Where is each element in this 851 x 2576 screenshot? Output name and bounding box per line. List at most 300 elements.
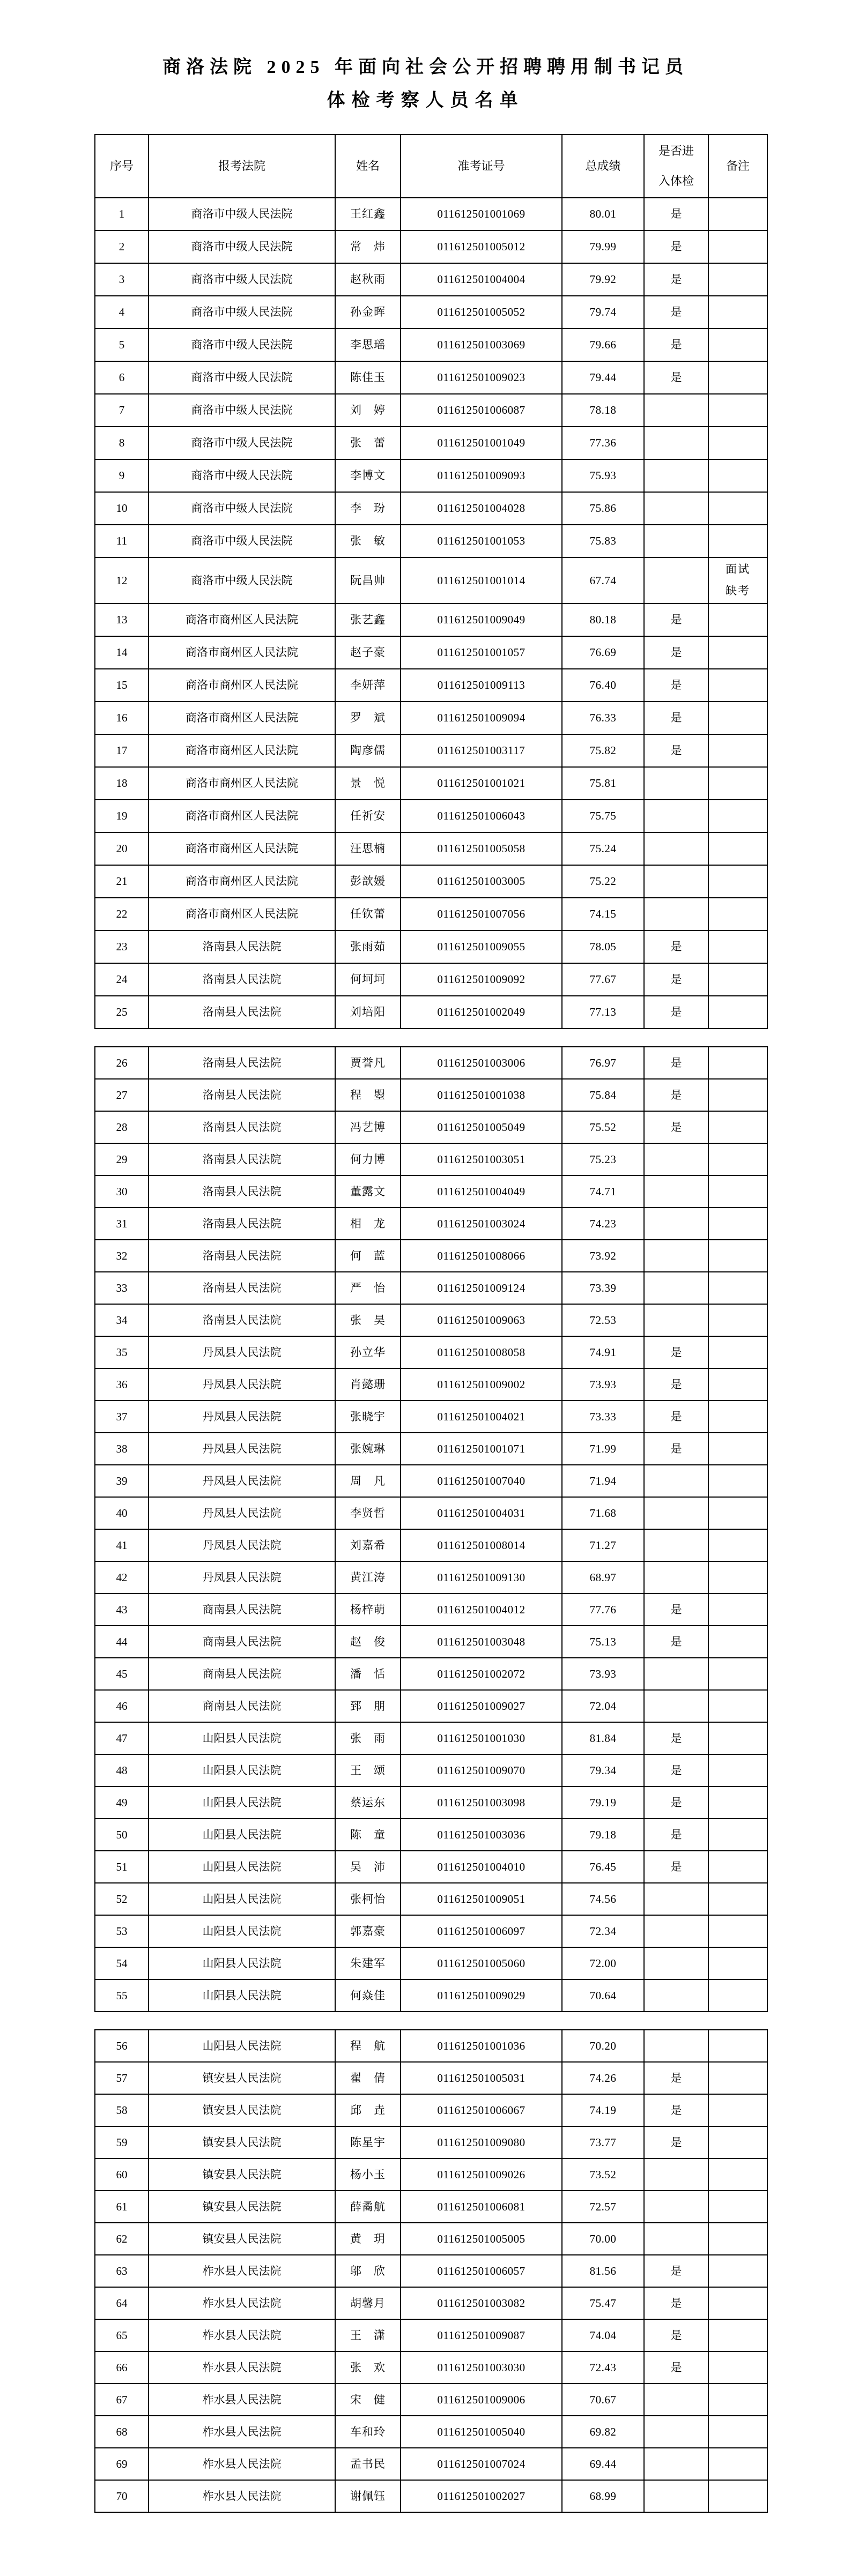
cell-score: 80.18 — [562, 604, 644, 636]
col-header-exam-id: 准考证号 — [401, 135, 562, 198]
cell-index: 69 — [95, 2448, 149, 2480]
cell-pass: 是 — [644, 702, 708, 734]
table-row — [95, 1561, 767, 1594]
cell-court: 商洛市商州区人民法院 — [149, 669, 335, 702]
cell-score: 78.18 — [562, 394, 644, 427]
cell-pass: 是 — [644, 1722, 708, 1754]
cell-index: 29 — [95, 1143, 149, 1175]
cell-pass: 是 — [644, 2351, 708, 2384]
table-row — [95, 1368, 767, 1401]
table-row — [95, 1497, 767, 1529]
cell-name: 程 曌 — [335, 1079, 401, 1111]
cell-exam-id: 011612501009023 — [401, 361, 562, 394]
cell-score: 73.93 — [562, 1368, 644, 1401]
cell-court: 柞水县人民法院 — [149, 2319, 335, 2351]
cell-exam-id: 011612501009029 — [401, 1979, 562, 2012]
cell-name: 吴 沛 — [335, 1851, 401, 1883]
cell-remarks — [708, 604, 767, 636]
cell-index: 48 — [95, 1754, 149, 1786]
table-row — [95, 2223, 767, 2255]
cell-court: 商洛市中级人民法院 — [149, 198, 335, 230]
cell-pass: 是 — [644, 2287, 708, 2319]
cell-index: 68 — [95, 2416, 149, 2448]
table-row — [95, 394, 767, 427]
table-row — [95, 1626, 767, 1658]
cell-exam-id: 011612501009027 — [401, 1690, 562, 1722]
cell-name: 邱 垚 — [335, 2094, 401, 2126]
cell-court: 山阳县人民法院 — [149, 1883, 335, 1915]
cell-index: 20 — [95, 832, 149, 865]
cell-score: 72.34 — [562, 1915, 644, 1947]
cell-remarks — [708, 198, 767, 230]
table-row — [95, 1465, 767, 1497]
cell-pass: 是 — [644, 198, 708, 230]
cell-remarks — [708, 2480, 767, 2512]
cell-court: 丹凤县人民法院 — [149, 1368, 335, 1401]
cell-score: 77.13 — [562, 996, 644, 1029]
cell-name: 王红鑫 — [335, 198, 401, 230]
cell-remarks — [708, 898, 767, 930]
cell-remarks — [708, 734, 767, 767]
cell-remarks — [708, 1754, 767, 1786]
cell-exam-id: 011612501001021 — [401, 767, 562, 800]
cell-pass — [644, 2480, 708, 2512]
cell-score: 72.53 — [562, 1304, 644, 1336]
cell-score: 77.76 — [562, 1594, 644, 1626]
cell-name: 潘 恬 — [335, 1658, 401, 1690]
cell-exam-id: 011612501009049 — [401, 604, 562, 636]
cell-exam-id: 011612501005058 — [401, 832, 562, 865]
cell-index: 14 — [95, 636, 149, 669]
table-row — [95, 1722, 767, 1754]
cell-index: 1 — [95, 198, 149, 230]
cell-index: 9 — [95, 459, 149, 492]
cell-exam-id: 011612501004021 — [401, 1401, 562, 1433]
cell-remarks — [708, 2351, 767, 2384]
cell-score: 79.44 — [562, 361, 644, 394]
cell-pass — [644, 1947, 708, 1979]
table-row — [95, 702, 767, 734]
cell-exam-id: 011612501009093 — [401, 459, 562, 492]
cell-pass — [644, 2416, 708, 2448]
cell-index: 26 — [95, 1047, 149, 1079]
table-row — [95, 898, 767, 930]
table-row — [95, 198, 767, 230]
cell-index: 7 — [95, 394, 149, 427]
cell-pass: 是 — [644, 604, 708, 636]
cell-court: 商洛市商州区人民法院 — [149, 832, 335, 865]
cell-remarks — [708, 2384, 767, 2416]
cell-pass — [644, 1208, 708, 1240]
cell-remarks — [708, 1143, 767, 1175]
col-header-name: 姓名 — [335, 135, 401, 198]
cell-exam-id: 011612501001069 — [401, 198, 562, 230]
cell-remarks — [708, 1401, 767, 1433]
cell-pass: 是 — [644, 1336, 708, 1368]
cell-name: 刘培阳 — [335, 996, 401, 1029]
cell-exam-id: 011612501001038 — [401, 1079, 562, 1111]
cell-court: 洛南县人民法院 — [149, 996, 335, 1029]
cell-exam-id: 011612501009080 — [401, 2126, 562, 2158]
cell-score: 74.26 — [562, 2062, 644, 2094]
cell-court: 丹凤县人民法院 — [149, 1465, 335, 1497]
cell-court: 柞水县人民法院 — [149, 2416, 335, 2448]
cell-index: 35 — [95, 1336, 149, 1368]
cell-index: 6 — [95, 361, 149, 394]
cell-index: 2 — [95, 230, 149, 263]
cell-exam-id: 011612501006043 — [401, 800, 562, 832]
table-row — [95, 604, 767, 636]
cell-pass — [644, 800, 708, 832]
cell-exam-id: 011612501001053 — [401, 525, 562, 557]
cell-score: 70.67 — [562, 2384, 644, 2416]
cell-name: 杨梓萌 — [335, 1594, 401, 1626]
cell-name: 胡馨月 — [335, 2287, 401, 2319]
cell-exam-id: 011612501003069 — [401, 329, 562, 361]
cell-remarks — [708, 2126, 767, 2158]
cell-exam-id: 011612501004012 — [401, 1594, 562, 1626]
cell-court: 柞水县人民法院 — [149, 2351, 335, 2384]
cell-remarks — [708, 1529, 767, 1561]
cell-exam-id: 011612501004049 — [401, 1175, 562, 1208]
cell-court: 商南县人民法院 — [149, 1594, 335, 1626]
cell-index: 59 — [95, 2126, 149, 2158]
cell-score: 72.43 — [562, 2351, 644, 2384]
cell-court: 商洛市商州区人民法院 — [149, 865, 335, 898]
cell-pass — [644, 1240, 708, 1272]
cell-pass: 是 — [644, 1401, 708, 1433]
cell-index: 50 — [95, 1819, 149, 1851]
cell-exam-id: 011612501004031 — [401, 1497, 562, 1529]
cell-score: 79.99 — [562, 230, 644, 263]
cell-name: 严 怡 — [335, 1272, 401, 1304]
cell-remarks — [708, 865, 767, 898]
cell-name: 景 悦 — [335, 767, 401, 800]
cell-remarks — [708, 2223, 767, 2255]
cell-pass — [644, 1143, 708, 1175]
cell-pass: 是 — [644, 296, 708, 329]
table-row — [95, 963, 767, 996]
cell-court: 镇安县人民法院 — [149, 2126, 335, 2158]
cell-pass — [644, 2030, 708, 2062]
cell-pass — [644, 1175, 708, 1208]
cell-pass — [644, 767, 708, 800]
table-row — [95, 1979, 767, 2012]
cell-exam-id: 011612501005049 — [401, 1111, 562, 1143]
cell-index: 43 — [95, 1594, 149, 1626]
cell-remarks — [708, 1079, 767, 1111]
cell-remarks — [708, 702, 767, 734]
cell-exam-id: 011612501006097 — [401, 1915, 562, 1947]
cell-name: 贾誉凡 — [335, 1047, 401, 1079]
cell-exam-id: 011612501009113 — [401, 669, 562, 702]
cell-score: 70.00 — [562, 2223, 644, 2255]
col-header-index: 序号 — [95, 135, 149, 198]
cell-score: 75.13 — [562, 1626, 644, 1658]
cell-index: 27 — [95, 1079, 149, 1111]
cell-score: 75.47 — [562, 2287, 644, 2319]
cell-index: 5 — [95, 329, 149, 361]
cell-score: 75.75 — [562, 800, 644, 832]
table-row — [95, 767, 767, 800]
page-break-gap-1 — [94, 1029, 767, 1046]
cell-court: 镇安县人民法院 — [149, 2094, 335, 2126]
table-row — [95, 1111, 767, 1143]
cell-exam-id: 011612501007040 — [401, 1465, 562, 1497]
cell-index: 40 — [95, 1497, 149, 1529]
cell-remarks — [708, 394, 767, 427]
cell-court: 商洛市中级人民法院 — [149, 394, 335, 427]
cell-name: 赵秋雨 — [335, 263, 401, 296]
cell-name: 董露文 — [335, 1175, 401, 1208]
cell-index: 52 — [95, 1883, 149, 1915]
table-row — [95, 2351, 767, 2384]
cell-court: 商洛市商州区人民法院 — [149, 734, 335, 767]
table-row — [95, 1079, 767, 1111]
cell-court: 商南县人民法院 — [149, 1690, 335, 1722]
cell-remarks — [708, 1915, 767, 1947]
table-row — [95, 1786, 767, 1819]
cell-score: 72.57 — [562, 2191, 644, 2223]
cell-pass — [644, 1304, 708, 1336]
cell-exam-id: 011612501003117 — [401, 734, 562, 767]
cell-court: 商洛市中级人民法院 — [149, 263, 335, 296]
cell-index: 67 — [95, 2384, 149, 2416]
cell-pass — [644, 492, 708, 525]
cell-name: 李 玢 — [335, 492, 401, 525]
cell-remarks — [708, 2416, 767, 2448]
cell-index: 31 — [95, 1208, 149, 1240]
cell-court: 商洛市商州区人民法院 — [149, 767, 335, 800]
cell-court: 商洛市商州区人民法院 — [149, 604, 335, 636]
table-row — [95, 329, 767, 361]
cell-court: 柞水县人民法院 — [149, 2287, 335, 2319]
cell-pass: 是 — [644, 263, 708, 296]
table-row — [95, 865, 767, 898]
cell-remarks — [708, 1497, 767, 1529]
cell-index: 65 — [95, 2319, 149, 2351]
cell-score: 74.71 — [562, 1175, 644, 1208]
cell-score: 80.01 — [562, 198, 644, 230]
cell-score: 76.97 — [562, 1047, 644, 1079]
cell-index: 47 — [95, 1722, 149, 1754]
table-row — [95, 2448, 767, 2480]
table-row — [95, 832, 767, 865]
cell-remarks — [708, 2319, 767, 2351]
cell-name: 杨小玉 — [335, 2158, 401, 2191]
cell-index: 21 — [95, 865, 149, 898]
cell-remarks — [708, 2158, 767, 2191]
cell-court: 丹凤县人民法院 — [149, 1529, 335, 1561]
cell-remarks — [708, 1561, 767, 1594]
cell-exam-id: 011612501003082 — [401, 2287, 562, 2319]
cell-pass: 是 — [644, 230, 708, 263]
cell-index: 4 — [95, 296, 149, 329]
table-row — [95, 296, 767, 329]
cell-score: 74.56 — [562, 1883, 644, 1915]
cell-pass: 是 — [644, 669, 708, 702]
cell-remarks — [708, 1690, 767, 1722]
cell-pass — [644, 832, 708, 865]
cell-pass — [644, 2384, 708, 2416]
table-row — [95, 361, 767, 394]
cell-exam-id: 011612501009063 — [401, 1304, 562, 1336]
cell-exam-id: 011612501009124 — [401, 1272, 562, 1304]
cell-remarks — [708, 1304, 767, 1336]
cell-court: 山阳县人民法院 — [149, 1979, 335, 2012]
cell-pass: 是 — [644, 1851, 708, 1883]
cell-name: 黄 玥 — [335, 2223, 401, 2255]
cell-exam-id: 011612501002027 — [401, 2480, 562, 2512]
cell-pass: 是 — [644, 963, 708, 996]
cell-name: 陶彦儒 — [335, 734, 401, 767]
cell-name: 冯艺博 — [335, 1111, 401, 1143]
col-header-score: 总成绩 — [562, 135, 644, 198]
cell-index: 36 — [95, 1368, 149, 1401]
cell-exam-id: 011612501004028 — [401, 492, 562, 525]
cell-score: 73.92 — [562, 1240, 644, 1272]
cell-exam-id: 011612501001057 — [401, 636, 562, 669]
cell-pass: 是 — [644, 2255, 708, 2287]
cell-pass: 是 — [644, 2094, 708, 2126]
cell-exam-id: 011612501005052 — [401, 296, 562, 329]
cell-name: 薛矞航 — [335, 2191, 401, 2223]
cell-score: 74.91 — [562, 1336, 644, 1368]
cell-score: 75.24 — [562, 832, 644, 865]
cell-exam-id: 011612501001049 — [401, 427, 562, 459]
cell-court: 洛南县人民法院 — [149, 963, 335, 996]
cell-score: 70.64 — [562, 1979, 644, 2012]
table-row — [95, 1529, 767, 1561]
cell-index: 49 — [95, 1786, 149, 1819]
cell-pass: 是 — [644, 361, 708, 394]
cell-court: 商南县人民法院 — [149, 1658, 335, 1690]
cell-name: 张雨茹 — [335, 930, 401, 963]
cell-remarks — [708, 230, 767, 263]
cell-exam-id: 011612501008014 — [401, 1529, 562, 1561]
cell-index: 56 — [95, 2030, 149, 2062]
cell-score: 79.74 — [562, 296, 644, 329]
cell-score: 79.19 — [562, 1786, 644, 1819]
cell-name: 何 蓝 — [335, 1240, 401, 1272]
cell-score: 69.44 — [562, 2448, 644, 2480]
roster-table-page-3 — [94, 2029, 768, 2513]
cell-name: 车和玲 — [335, 2416, 401, 2448]
table-row — [95, 1208, 767, 1240]
cell-pass — [644, 1690, 708, 1722]
cell-pass: 是 — [644, 636, 708, 669]
cell-score: 69.82 — [562, 2416, 644, 2448]
table-row — [95, 1754, 767, 1786]
cell-court: 商南县人民法院 — [149, 1626, 335, 1658]
cell-pass: 是 — [644, 734, 708, 767]
cell-exam-id: 011612501009094 — [401, 702, 562, 734]
cell-score: 73.52 — [562, 2158, 644, 2191]
cell-index: 60 — [95, 2158, 149, 2191]
cell-exam-id: 011612501002049 — [401, 996, 562, 1029]
cell-court: 山阳县人民法院 — [149, 1947, 335, 1979]
cell-remarks — [708, 767, 767, 800]
cell-index: 33 — [95, 1272, 149, 1304]
cell-court: 商洛市商州区人民法院 — [149, 636, 335, 669]
cell-pass — [644, 427, 708, 459]
roster-table-page-2 — [94, 1046, 768, 2012]
cell-remarks — [708, 1851, 767, 1883]
cell-pass: 是 — [644, 1754, 708, 1786]
cell-name: 李贤哲 — [335, 1497, 401, 1529]
cell-court: 山阳县人民法院 — [149, 1786, 335, 1819]
cell-exam-id: 011612501009130 — [401, 1561, 562, 1594]
cell-index: 44 — [95, 1626, 149, 1658]
cell-name: 陈星宇 — [335, 2126, 401, 2158]
cell-name: 阮昌帅 — [335, 557, 401, 604]
document-title-line2: 体检考察人员名单 — [327, 91, 524, 110]
table-row — [95, 2480, 767, 2512]
cell-name: 肖懿珊 — [335, 1368, 401, 1401]
cell-remarks — [708, 2030, 767, 2062]
cell-score: 74.19 — [562, 2094, 644, 2126]
cell-index: 22 — [95, 898, 149, 930]
cell-court: 丹凤县人民法院 — [149, 1497, 335, 1529]
cell-index: 57 — [95, 2062, 149, 2094]
cell-court: 镇安县人民法院 — [149, 2191, 335, 2223]
cell-name: 郅 朋 — [335, 1690, 401, 1722]
cell-court: 商洛市中级人民法院 — [149, 361, 335, 394]
cell-remarks — [708, 963, 767, 996]
cell-index: 10 — [95, 492, 149, 525]
table-row — [95, 2191, 767, 2223]
cell-exam-id: 011612501009087 — [401, 2319, 562, 2351]
cell-remarks — [708, 930, 767, 963]
cell-index: 66 — [95, 2351, 149, 2384]
cell-court: 丹凤县人民法院 — [149, 1401, 335, 1433]
cell-index: 42 — [95, 1561, 149, 1594]
cell-name: 周 凡 — [335, 1465, 401, 1497]
cell-index: 11 — [95, 525, 149, 557]
cell-remarks — [708, 1111, 767, 1143]
cell-index: 63 — [95, 2255, 149, 2287]
cell-remarks — [708, 525, 767, 557]
cell-name: 任钦蕾 — [335, 898, 401, 930]
cell-exam-id: 011612501001014 — [401, 557, 562, 604]
cell-score: 75.52 — [562, 1111, 644, 1143]
cell-index: 39 — [95, 1465, 149, 1497]
table-row — [95, 2416, 767, 2448]
cell-court: 洛南县人民法院 — [149, 1111, 335, 1143]
cell-index: 46 — [95, 1690, 149, 1722]
cell-name: 程 航 — [335, 2030, 401, 2062]
cell-pass — [644, 525, 708, 557]
cell-remarks — [708, 1336, 767, 1368]
cell-pass — [644, 1497, 708, 1529]
cell-name: 张 雨 — [335, 1722, 401, 1754]
cell-court: 商洛市中级人民法院 — [149, 525, 335, 557]
cell-court: 丹凤县人民法院 — [149, 1336, 335, 1368]
cell-court: 商洛市中级人民法院 — [149, 230, 335, 263]
cell-remarks — [708, 1722, 767, 1754]
cell-name: 孙立华 — [335, 1336, 401, 1368]
table-row — [95, 1883, 767, 1915]
cell-name: 刘 婷 — [335, 394, 401, 427]
cell-score: 79.34 — [562, 1754, 644, 1786]
cell-score: 79.18 — [562, 1819, 644, 1851]
cell-exam-id: 011612501008058 — [401, 1336, 562, 1368]
cell-name: 孙金晖 — [335, 296, 401, 329]
cell-name: 邬 欣 — [335, 2255, 401, 2287]
table-row — [95, 734, 767, 767]
cell-score: 75.81 — [562, 767, 644, 800]
cell-pass — [644, 2191, 708, 2223]
